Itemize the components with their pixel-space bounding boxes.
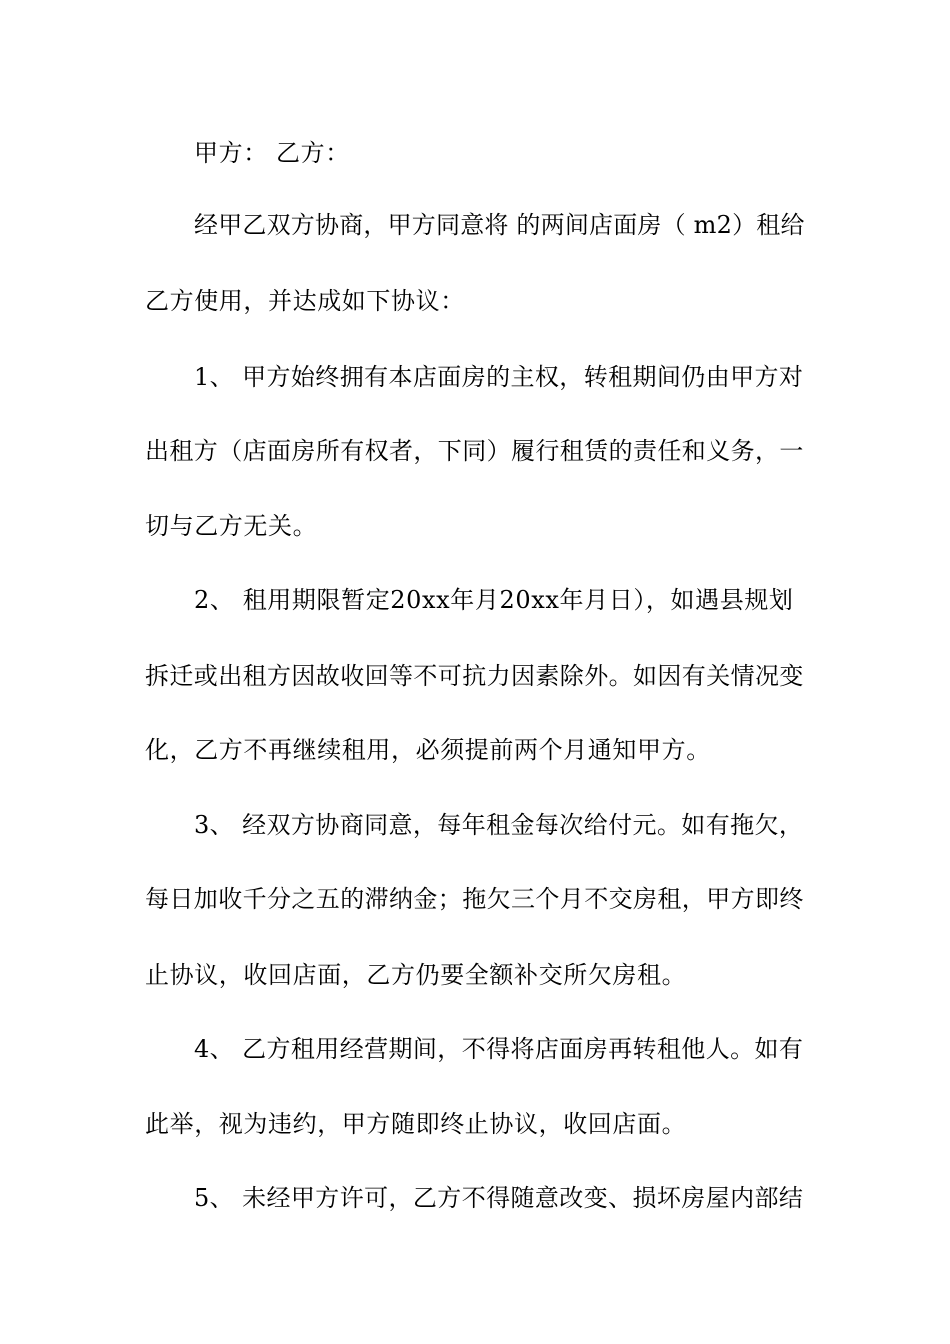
clause-3-line: 每日加收千分之五的滞纳金；拖欠三个月不交房租，甲方即终	[145, 885, 804, 913]
clause-3-line: 止协议，收回店面，乙方仍要全额补交所欠房租。	[145, 961, 687, 989]
paragraph-line: 经甲乙双方协商，甲方同意将 的两间店面房（ m2）租给	[194, 211, 805, 239]
clause-4-line: 4、 乙方租用经营期间，不得将店面房再转租他人。如有	[194, 1035, 804, 1063]
clause-3-line: 3、 经双方协商同意，每年租金每次给付元。如有拖欠，	[194, 811, 804, 839]
party-line: 甲方： 乙方：	[194, 139, 350, 167]
clause-1-line: 切与乙方无关。	[145, 512, 318, 540]
clause-5-line: 5、 未经甲方许可，乙方不得随意改变、损坏房屋内部结	[194, 1184, 804, 1212]
clause-4-line: 此举，视为违约，甲方随即终止协议，收回店面。	[145, 1110, 687, 1138]
paragraph-line: 乙方使用，并达成如下协议：	[145, 287, 465, 315]
clause-1-line: 1、 甲方始终拥有本店面房的主权，转租期间仍由甲方对	[194, 363, 804, 391]
clause-2-line: 化，乙方不再继续租用，必须提前两个月通知甲方。	[145, 736, 711, 764]
clause-1-line: 出租方（店面房所有权者，下同）履行租赁的责任和义务，一	[145, 437, 804, 465]
clause-2-line: 拆迁或出租方因故收回等不可抗力因素除外。如因有关情况变	[145, 662, 804, 690]
clause-2-line: 2、 租用期限暂定20xx年月20xx年月日），如遇县规划	[194, 586, 794, 614]
